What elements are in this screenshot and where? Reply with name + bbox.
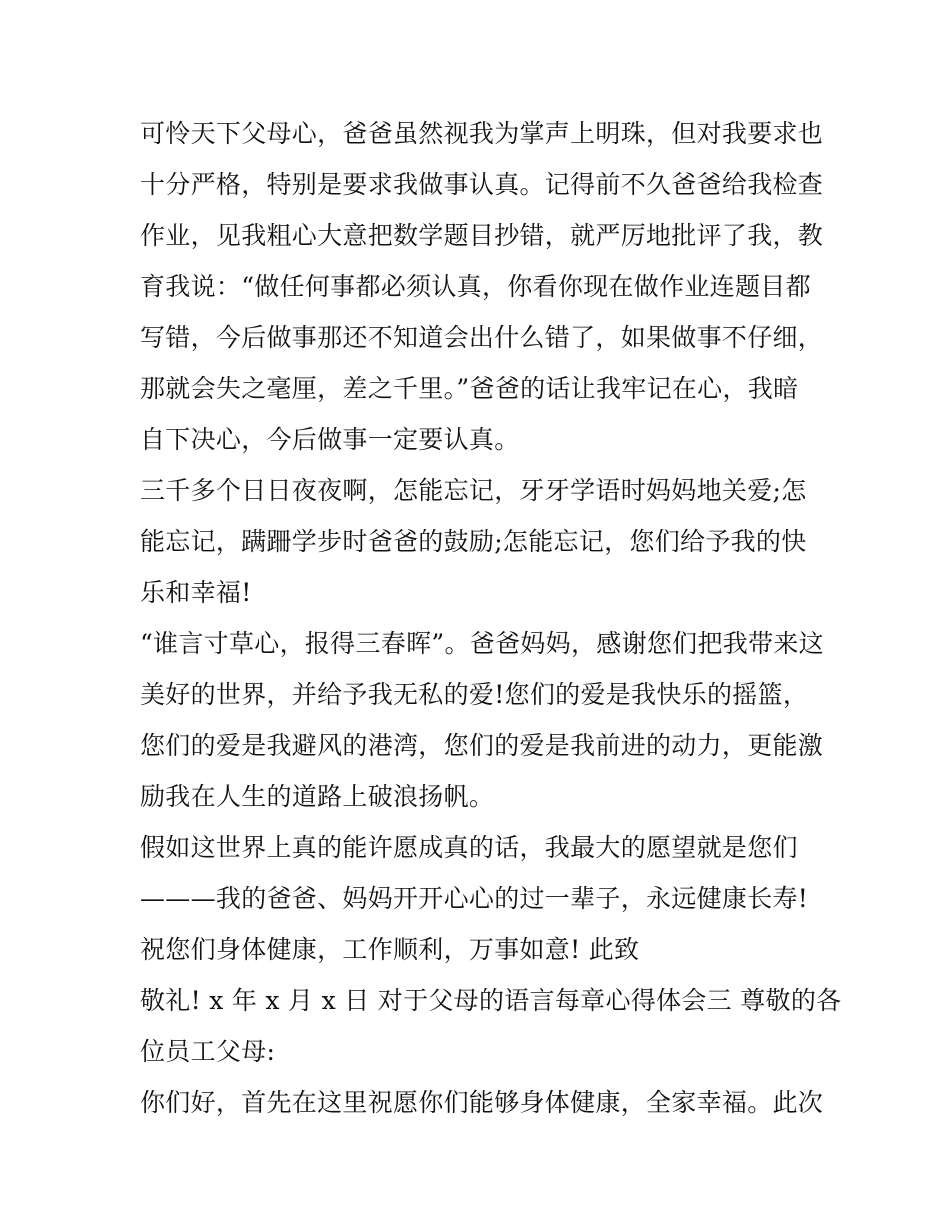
text-line: 自下决心，今后做事一定要认真。 xyxy=(140,425,520,454)
text-line: 乐和幸福! xyxy=(140,578,252,607)
text-line: 那就会失之毫厘，差之千里。”爸爸的话让我牢记在心，我暗 xyxy=(140,374,799,403)
text-line: 位员工父母: xyxy=(140,1037,276,1066)
text-line: 励我在人生的道路上破浪扬帆。 xyxy=(140,782,495,811)
text-line: 你们好，首先在这里祝愿你们能够身体健康，全家幸福。此次 xyxy=(140,1088,824,1117)
text-line: 敬礼! x 年 x 月 x 日 对于父母的语言每章心得体会三 尊敬的各 xyxy=(140,986,842,1015)
text-line: 可怜天下父母心，爸爸虽然视我为掌声上明珠，但对我要求也 xyxy=(140,119,824,148)
text-line: 能忘记，蹒跚学步时爸爸的鼓励;怎能忘记，您们给予我的快 xyxy=(140,527,807,556)
text-line: ———我的爸爸、妈妈开开心心的过一辈子，永远健康长寿! xyxy=(140,884,809,913)
text-line: 您们的爱是我避风的港湾，您们的爱是我前进的动力，更能激 xyxy=(140,731,824,760)
text-line: 三千多个日日夜夜啊，怎能忘记，牙牙学语时妈妈地关爱;怎 xyxy=(140,476,807,505)
text-line: 美好的世界，并给予我无私的爱!您们的爱是我快乐的摇篮， xyxy=(140,680,809,709)
text-line: 写错，今后做事那还不知道会出什么错了，如果做事不仔细， xyxy=(140,323,824,352)
text-line: 作业，见我粗心大意把数学题目抄错，就严厉地批评了我，教 xyxy=(140,221,824,250)
text-line: 祝您们身体健康，工作顺利，万事如意! 此致 xyxy=(140,935,640,964)
text-line: 假如这世界上真的能许愿成真的话，我最大的愿望就是您们 xyxy=(140,833,798,862)
text-line: 育我说：“做任何事都必须认真，你看你现在做作业连题目都 xyxy=(140,272,811,301)
text-line: “谁言寸草心，报得三春晖”。爸爸妈妈，感谢您们把我带来这 xyxy=(140,629,824,658)
document-body xyxy=(140,108,842,1128)
text-line: 十分严格，特别是要求我做事认真。记得前不久爸爸给我检查 xyxy=(140,170,824,199)
